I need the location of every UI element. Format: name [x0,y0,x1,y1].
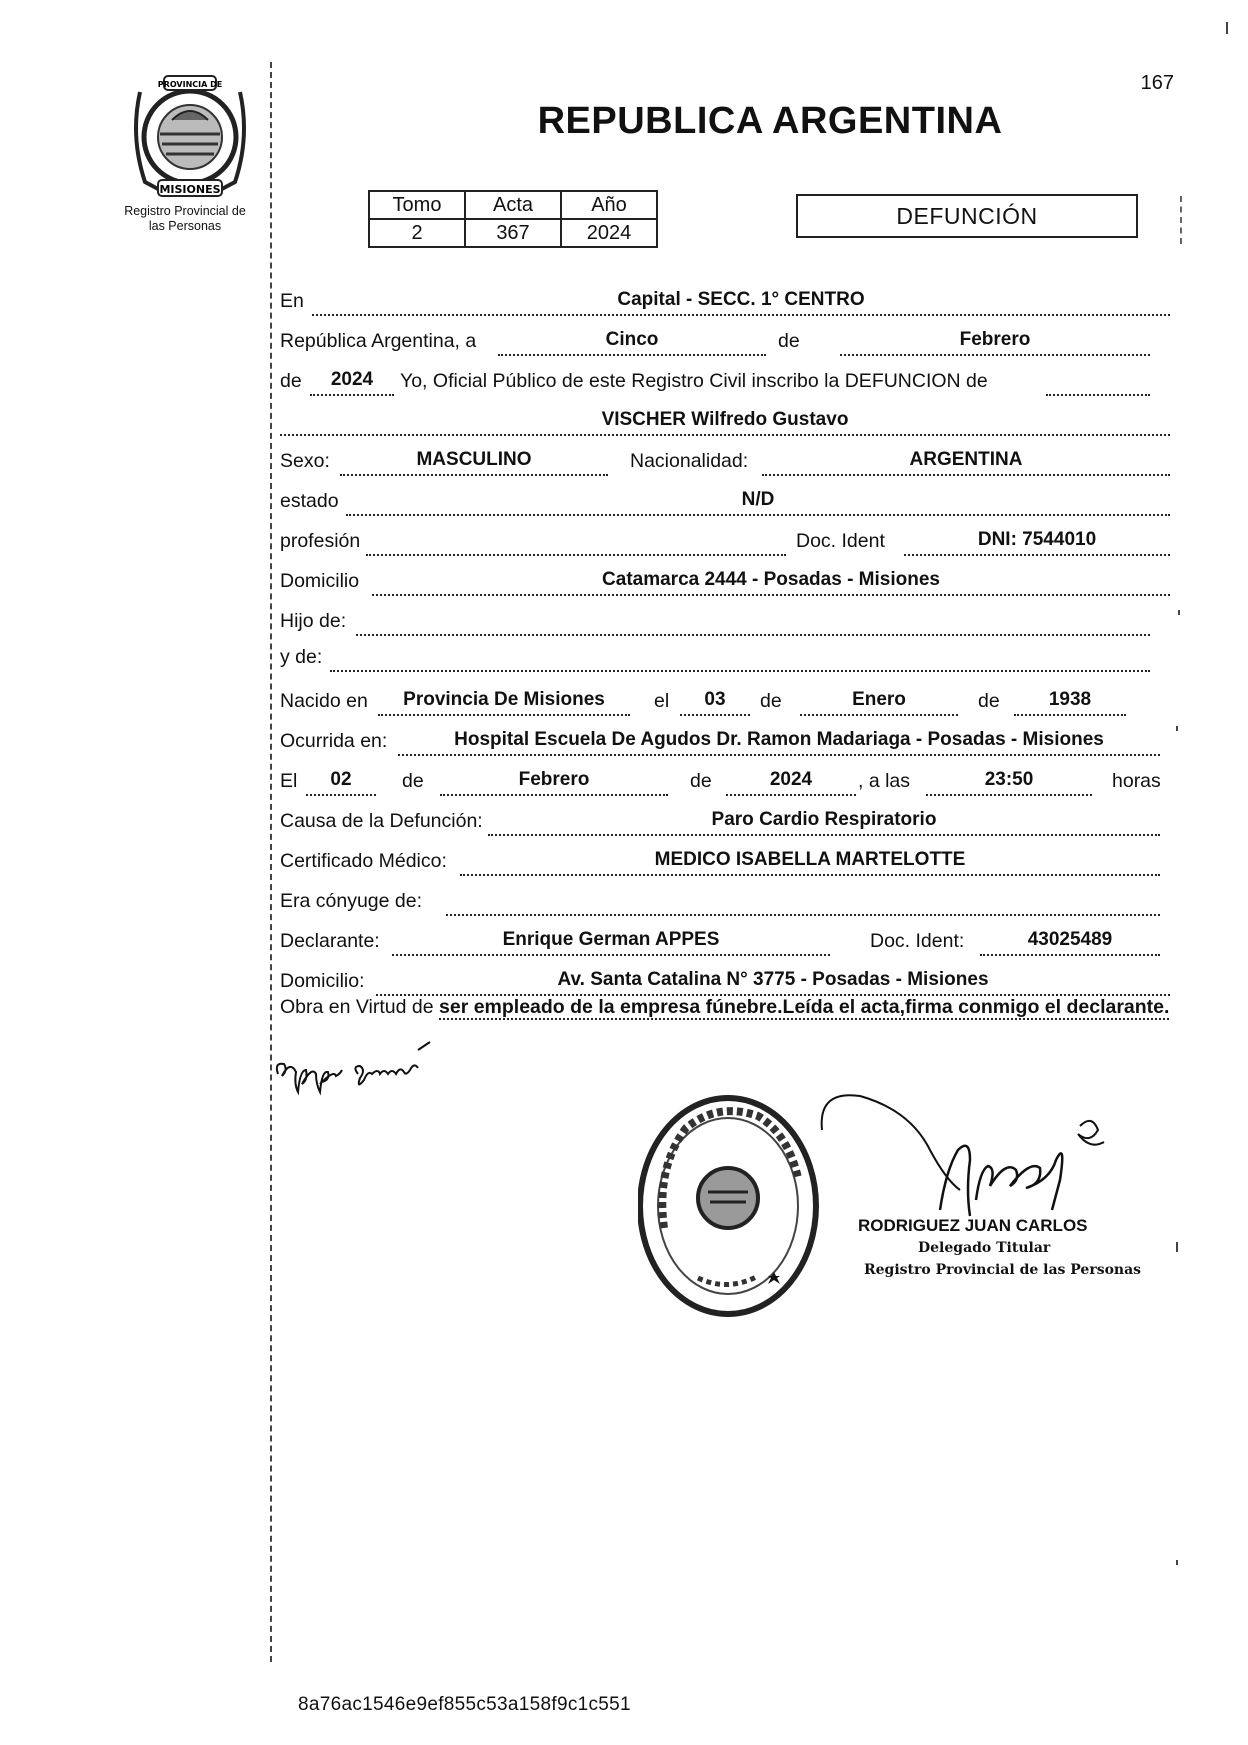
scan-mark [1226,22,1228,34]
field-declarant-doc: 43025489 [980,924,1160,956]
right-margin-mark [1180,196,1182,244]
field-occurred-place: Hospital Escuela De Agudos Dr. Ramon Madariaga - Posadas - Misiones [398,724,1160,756]
label-a-las: , a las [858,770,911,792]
label-death-de1: de [402,770,424,792]
inscribe-text: Yo, Oficial Público de este Registro Civil inscribo la DEFUNCION de [400,370,988,392]
label-born-de1: de [760,690,782,712]
svg-text:MISIONES: MISIONES [159,183,221,196]
field-certificate: MEDICO ISABELLA MARTELOTTE [460,844,1160,876]
declarant-signature [272,1040,442,1100]
label-y-de: y de: [280,646,323,668]
field-estado: N/D [346,484,1170,516]
field-year: 2024 [310,364,394,396]
label-declarant-domicilio: Domicilio: [280,970,365,992]
label-estado: estado [280,490,339,512]
page-title: REPUBLICA ARGENTINA [537,100,1003,142]
field-nationality: ARGENTINA [762,444,1170,476]
official-stamp [638,1088,838,1318]
scan-mark [1176,1560,1178,1565]
label-declarante: Declarante: [280,930,380,952]
field-death-day: 02 [306,764,376,796]
field-doc-ident: DNI: 7544010 [904,524,1170,556]
document-hash: 8a76ac1546e9ef855c53a158f9c1c551 [298,1694,631,1715]
field-place: Capital - SECC. 1° CENTRO [312,284,1170,316]
margin-line [270,62,272,1662]
label-declarant-doc: Doc. Ident: [870,930,965,952]
label-republica: República Argentina, a [280,330,477,352]
label-sexo: Sexo: [280,450,330,472]
official-role: Delegado Titular [918,1240,1051,1256]
label-nacido-en: Nacido en [280,690,368,712]
row-born [280,686,1170,716]
field-day-words: Cinco [498,324,766,356]
label-profesion: profesión [280,530,361,552]
field-spouse [446,884,1160,916]
field-death-year: 2024 [726,764,856,796]
row-occurred [280,726,1170,756]
header-acta: Acta [465,191,561,219]
field-month-words: Febrero [840,324,1150,356]
row-date-words [280,326,1170,356]
label-causa: Causa de la Defunción: [280,810,483,832]
label-conyuge: Era cónyuge de: [280,890,423,912]
field-domicile: Catamarca 2444 - Posadas - Misiones [372,564,1170,596]
field-born-day: 03 [680,684,750,716]
scan-mark [1178,610,1180,615]
registry-name: Registro Provincial de las Personas [124,204,246,233]
value-acta: 367 [465,219,561,247]
registration-value-row [369,219,657,247]
label-de-year: de [280,370,302,392]
field-declarant: Enrique German APPES [392,924,830,956]
legal-statement [280,992,1170,1022]
field-obra-text: ser empleado de la empresa fúnebre.Leída el acta,firma conmigo el declarante. [439,996,1170,1018]
field-and-of [330,640,1150,672]
value-ano: 2024 [561,219,657,247]
label-death-de2: de [690,770,712,792]
field-born-year: 1938 [1014,684,1126,716]
row-inscribe [280,366,1170,396]
field-sex: MASCULINO [340,444,608,476]
scan-mark [1176,1242,1178,1252]
field-profession [366,524,786,556]
label-el: el [654,690,670,712]
row-sex-nationality [280,446,1170,476]
label-horas: horas [1112,770,1161,792]
row-child-of [280,606,1170,636]
row-domicile [280,566,1170,596]
row-death-date [280,766,1170,796]
row-deceased-name [280,406,1170,436]
registration-table [368,190,658,248]
value-tomo: 2 [369,219,465,247]
document-type-box: DEFUNCIÓN [796,194,1138,238]
page-number: 167 [1140,72,1174,94]
label-death-el: El [280,770,298,792]
field-deceased-name: VISCHER Wilfredo Gustavo [280,404,1170,436]
provincial-seal-logo [120,72,260,202]
label-en: En [280,290,304,312]
label-de: de [778,330,800,352]
field-inscribe-end [1046,364,1150,396]
header-ano: Año [561,191,657,219]
field-cause: Paro Cardio Respiratorio [488,804,1160,836]
field-death-time: 23:50 [926,764,1092,796]
official-name: RODRIGUEZ JUAN CARLOS [858,1216,1088,1235]
row-place [280,286,1170,316]
label-obra: Obra en Virtud de [280,996,434,1018]
header-tomo: Tomo [369,191,465,219]
official-organization: Registro Provincial de las Personas [864,1262,1142,1278]
label-ocurrida-en: Ocurrida en: [280,730,388,752]
row-and-of [280,642,1170,672]
field-death-month: Febrero [440,764,668,796]
row-certificate [280,846,1170,876]
row-estado [280,486,1170,516]
label-certificado: Certificado Médico: [280,850,447,872]
label-domicilio: Domicilio [280,570,360,592]
label-nacionalidad: Nacionalidad: [630,450,749,472]
registration-header-row [369,191,657,219]
scan-mark [1176,726,1178,731]
field-declarant-domicile: Av. Santa Catalina N° 3775 - Posadas - Misiones [376,964,1170,996]
row-declarant [280,926,1170,956]
svg-text:PROVINCIA DE: PROVINCIA DE [157,80,223,89]
row-cause [280,806,1170,836]
row-profession [280,526,1170,556]
field-born-place: Provincia De Misiones [378,684,630,716]
field-born-month: Enero [800,684,958,716]
row-spouse [280,886,1170,916]
label-hijo-de: Hijo de: [280,610,347,632]
field-child-of [356,604,1150,636]
label-born-de2: de [978,690,1000,712]
label-doc-ident: Doc. Ident [796,530,885,552]
